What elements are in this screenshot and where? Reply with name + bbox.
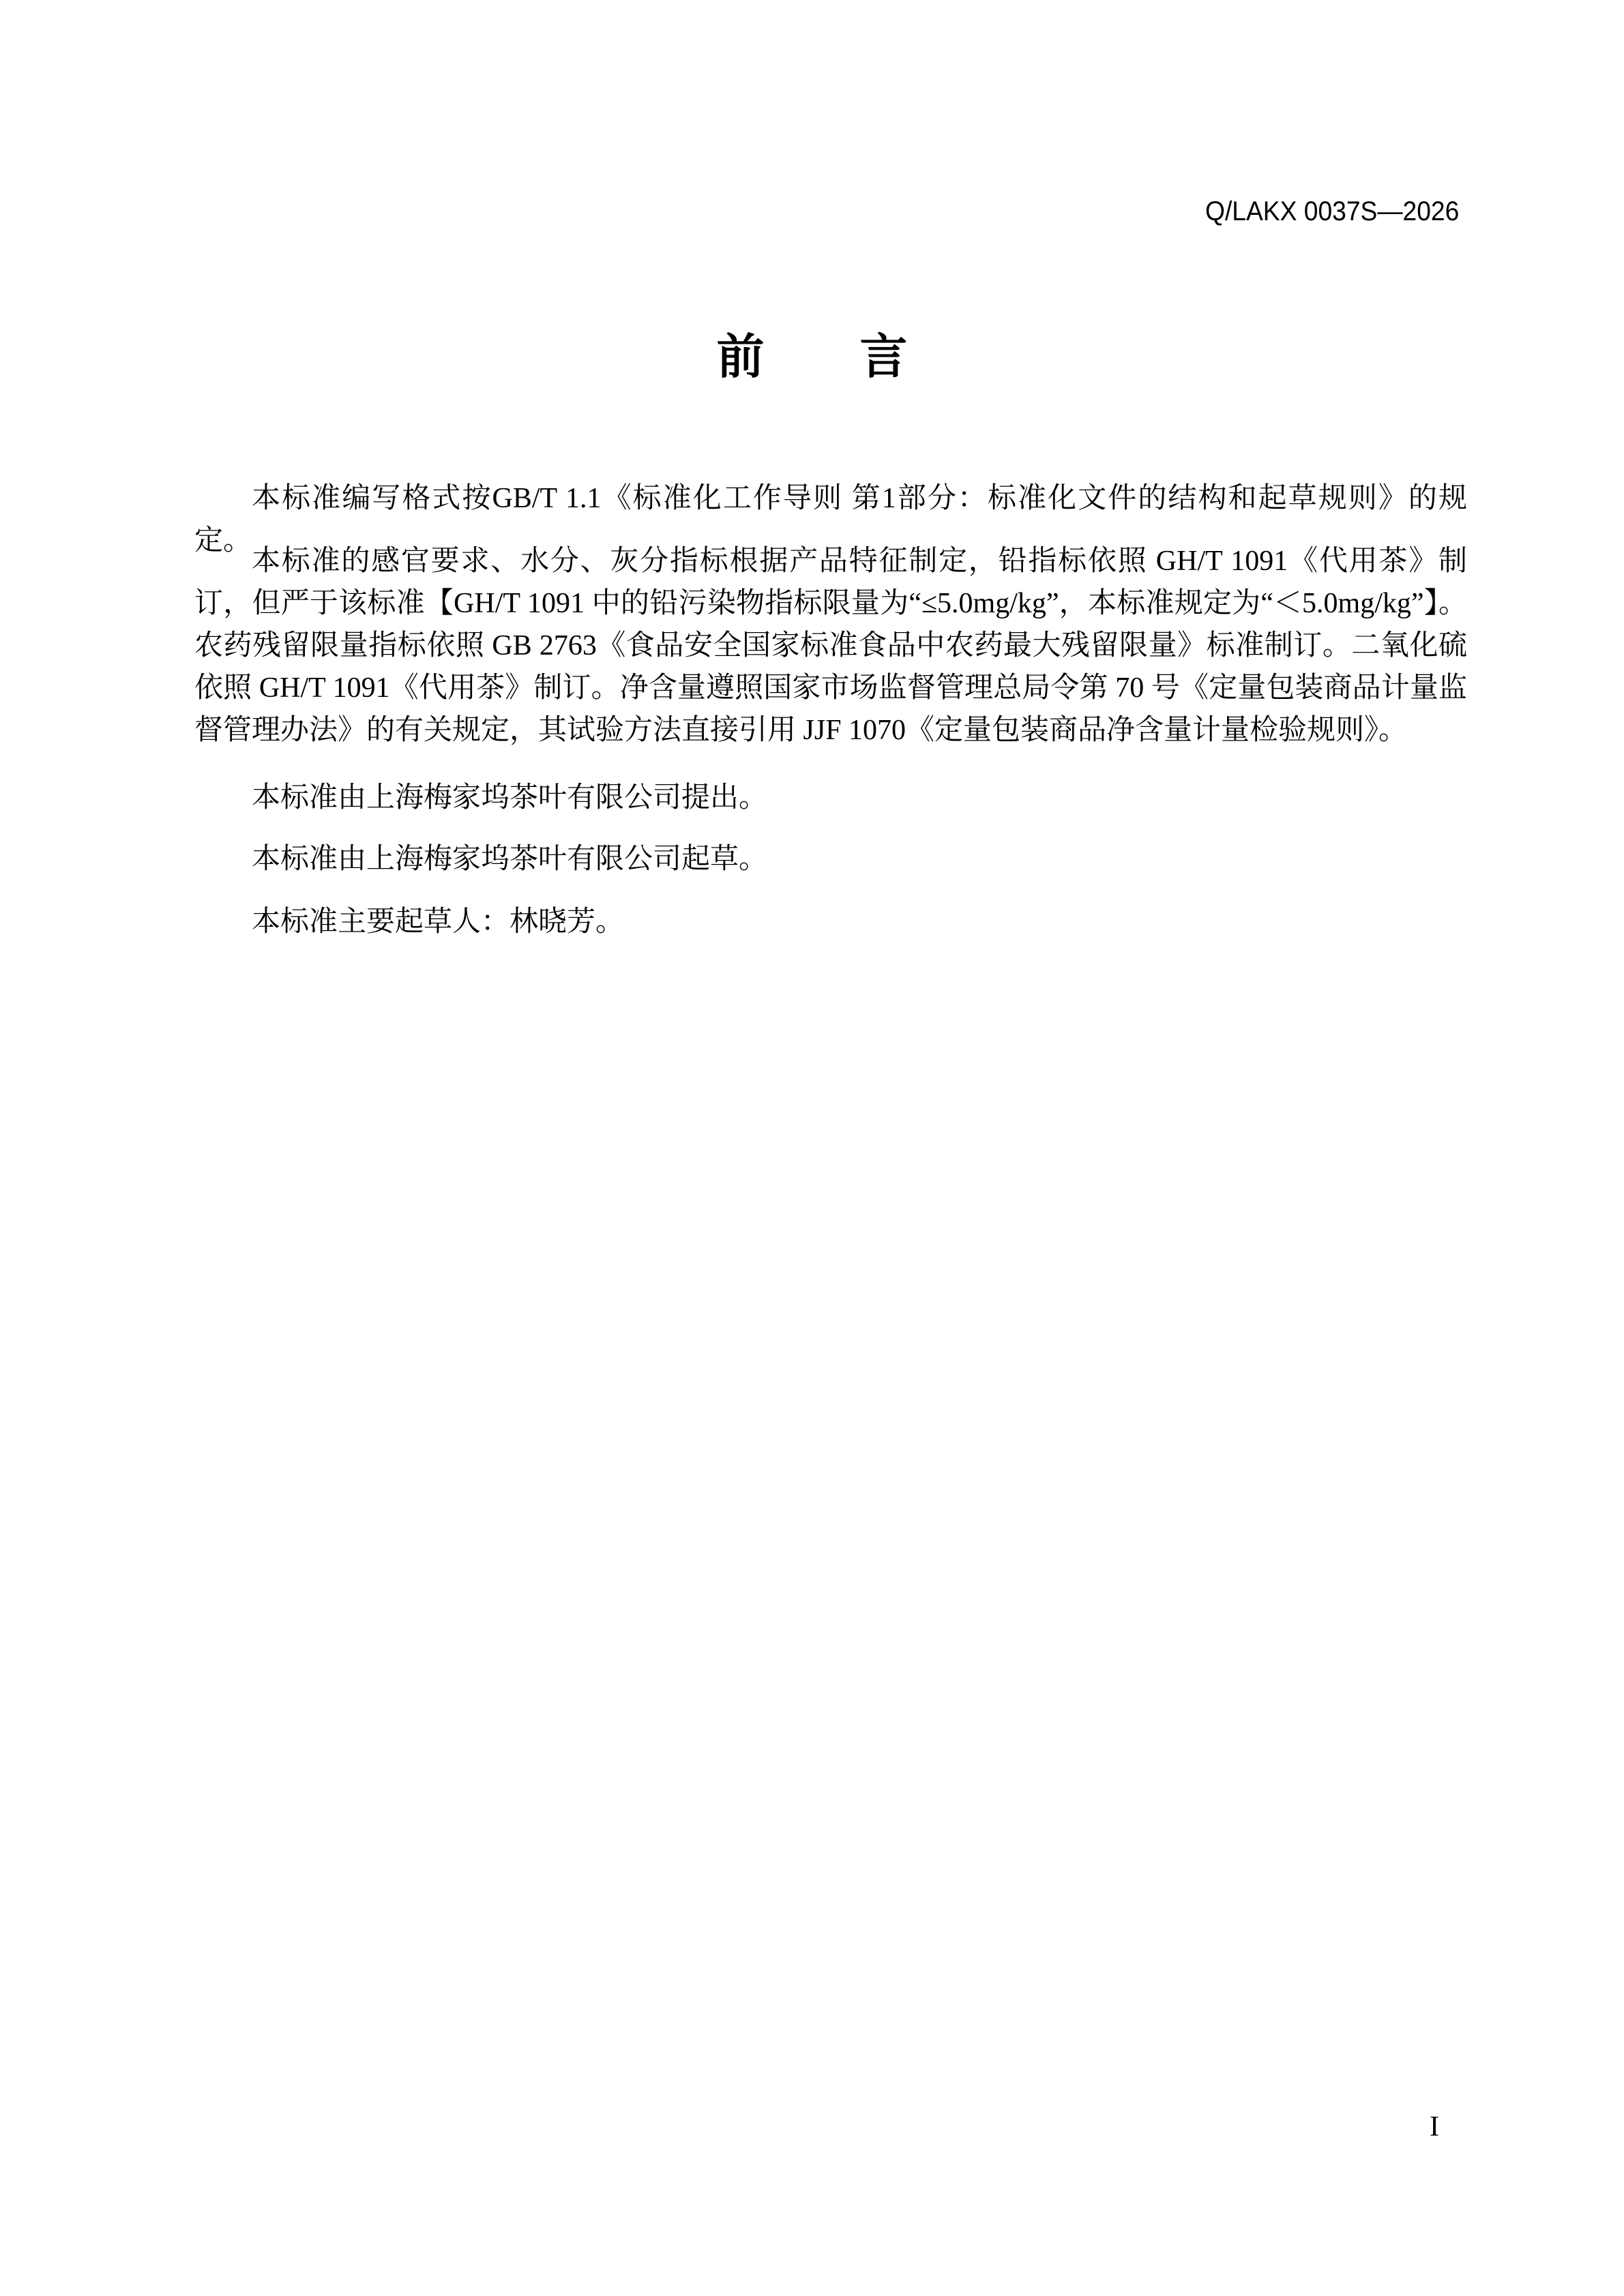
paragraph-index-basis: 本标准的感官要求、水分、灰分指标根据产品特征制定，铅指标依照 GH/T 1091《代用茶》制订，但严于该标准【GH/T 1091 中的铅污染物指标限量为“≤5.0mg/kg”，本标准规定为“＜5.0mg/kg”】。农药残留限量指标依照 GB 2763《食品安全国家标准食品中农药最大残留限量》标准制订。二氧化硫依照 GH/T 1091《代用茶》制订。净含量遵照国家市场监督管理总局令第 70 号《定量包装商品计量监督管理办法》的有关规定，其试验方法直接引用 JJF 1070《定量包装商品净含量计量检验规则》。	[194, 546, 1467, 746]
page-number: I	[1430, 2111, 1439, 2143]
standard-number: Q/LAKX 0037S—2026	[1205, 196, 1459, 226]
paragraph-chief-drafter: 本标准主要起草人：林晓芳。	[252, 906, 625, 938]
page-title: 前 言	[716, 330, 908, 383]
paragraph-format-basis: 本标准编写格式按GB/T 1.1《标准化工作导则 第1部分：标准化文件的结构和起草规则》的规定。	[194, 483, 1467, 556]
paragraph-drafted-by: 本标准由上海梅家坞茶叶有限公司起草。	[252, 844, 768, 875]
paragraph-proposed-by: 本标准由上海梅家坞茶叶有限公司提出。	[252, 782, 768, 814]
